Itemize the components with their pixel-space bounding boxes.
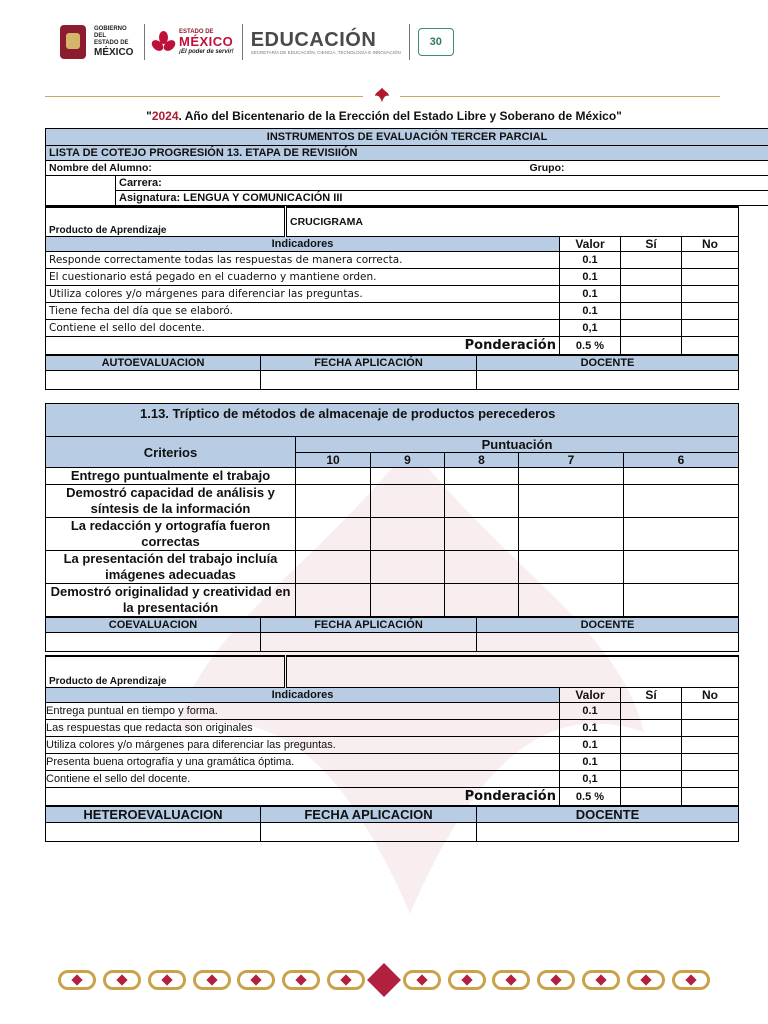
score-cell[interactable] <box>519 518 624 551</box>
si-cell[interactable] <box>621 720 682 737</box>
score-cell[interactable] <box>624 485 739 518</box>
nombre-label: Nombre del Alumno: <box>46 161 530 176</box>
anniversary-badge: 30 <box>418 28 454 56</box>
heteroevaluacion-header: HETEROEVALUACION <box>46 807 261 823</box>
producto-value[interactable] <box>286 656 739 688</box>
lista-title: LISTA DE COTEJO PROGRESIÓN 13. ETAPA DE REVISIIÓN <box>46 146 768 161</box>
score-cell[interactable] <box>445 584 519 617</box>
score-cell[interactable] <box>519 485 624 518</box>
no-header: No <box>682 237 739 252</box>
section-coevaluacion <box>45 403 738 652</box>
indicator-row: Tiene fecha del día que se elaboró. 0.1 <box>46 303 739 320</box>
divider <box>144 24 145 60</box>
coevaluacion-field[interactable] <box>46 633 261 652</box>
education-logo: EDUCACIÓN SECRETARÍA DE EDUCACIÓN, CIENCIA, TECNOLOGÍA E INNOVACIÓN <box>250 28 401 55</box>
fecha-field[interactable] <box>261 371 477 390</box>
fecha-field[interactable] <box>261 633 477 652</box>
criterio-row: Demostró originalidad y creatividad en la presentación <box>46 584 739 617</box>
no-cell[interactable] <box>682 771 739 788</box>
docente-field[interactable] <box>477 633 739 652</box>
score-header: 9 <box>371 453 445 468</box>
flower-icon <box>153 31 175 53</box>
score-cell[interactable] <box>296 485 371 518</box>
no-cell[interactable] <box>682 252 739 269</box>
si-cell[interactable] <box>621 737 682 754</box>
fecha-aplicacion-header: FECHA APLICACIÓN <box>261 356 477 371</box>
heteroevaluacion-field[interactable] <box>46 823 261 842</box>
carrera-label: Carrera: <box>116 176 768 191</box>
score-cell[interactable] <box>371 584 445 617</box>
docente-field[interactable] <box>477 823 739 842</box>
valor-header: Valor <box>560 688 621 703</box>
no-cell[interactable] <box>682 269 739 286</box>
criterios-header: Criterios <box>46 437 296 468</box>
criterio-row: Demostró capacidad de análisis y síntesis de la información <box>46 485 739 518</box>
score-cell[interactable] <box>624 468 739 485</box>
indicadores-header: Indicadores <box>46 688 560 703</box>
score-cell[interactable] <box>445 551 519 584</box>
autoevaluacion-field[interactable] <box>46 371 261 390</box>
fecha-field[interactable] <box>261 823 477 842</box>
score-header: 10 <box>296 453 371 468</box>
asignatura-label: Asignatura: LENGUA Y COMUNICACIÓN III <box>116 191 768 206</box>
no-header: No <box>682 688 739 703</box>
section-autoevaluacion <box>45 128 738 390</box>
si-cell[interactable] <box>621 771 682 788</box>
indicadores-header: Indicadores <box>46 237 560 252</box>
score-cell[interactable] <box>296 518 371 551</box>
docente-field[interactable] <box>477 371 739 390</box>
score-header: 8 <box>445 453 519 468</box>
si-header: Sí <box>621 688 682 703</box>
score-cell[interactable] <box>445 518 519 551</box>
si-cell[interactable] <box>621 252 682 269</box>
fecha-aplicacion-header: FECHA APLICACIÓN <box>261 618 477 633</box>
indicator-row: Responde correctamente todas las respuestas de manera correcta. 0.1 <box>46 252 739 269</box>
autoevaluacion-header: AUTOEVALUACION <box>46 356 261 371</box>
docente-header: DOCENTE <box>477 356 739 371</box>
divider <box>409 24 410 60</box>
motto: "2024. Año del Bicentenario de la Erección del Estado Libre y Soberano de México" <box>146 109 622 123</box>
fecha-aplicacion-header: FECHA APLICACION <box>261 807 477 823</box>
section-heteroevaluacion <box>45 655 738 842</box>
si-cell[interactable] <box>621 703 682 720</box>
score-cell[interactable] <box>296 584 371 617</box>
si-cell[interactable] <box>621 320 682 337</box>
ponderacion-value: 0.5 % <box>560 788 621 806</box>
si-header: Sí <box>621 237 682 252</box>
score-cell[interactable] <box>624 551 739 584</box>
indicator-row: Entrega puntual en tiempo y forma. 0.1 <box>46 703 739 720</box>
footer-ornament <box>58 966 710 994</box>
coevaluacion-header: COEVALUACION <box>46 618 261 633</box>
score-cell[interactable] <box>445 485 519 518</box>
producto-label: Producto de Aprendizaje <box>46 656 286 688</box>
no-cell[interactable] <box>682 754 739 771</box>
producto-value: CRUCIGRAMA <box>286 207 739 237</box>
indicator-row: Contiene el sello del docente. 0,1 <box>46 771 739 788</box>
indicator-row: Las respuestas que redacta son originales 0.1 <box>46 720 739 737</box>
flower-ornament-icon <box>373 86 391 104</box>
ornament-line <box>400 96 720 97</box>
indicator-row: El cuestionario está pegado en el cuaderno y mantiene orden. 0.1 <box>46 269 739 286</box>
state-seal-icon <box>60 25 86 59</box>
score-cell[interactable] <box>445 468 519 485</box>
edomex-logo: ESTADO DE MÉXICO ¡El poder de servir! <box>153 27 234 57</box>
si-cell[interactable] <box>621 303 682 320</box>
score-cell[interactable] <box>371 485 445 518</box>
indicator-row: Contiene el sello del docente. 0,1 <box>46 320 739 337</box>
criterio-row: La presentación del trabajo incluía imágenes adecuadas <box>46 551 739 584</box>
no-cell[interactable] <box>682 720 739 737</box>
rubric-title: 1.13. Tríptico de métodos de almacenaje de productos perecederos <box>46 404 739 437</box>
indicator-row: Utiliza colores y/o márgenes para diferenciar las preguntas. 0.1 <box>46 737 739 754</box>
score-cell[interactable] <box>519 551 624 584</box>
ornament-line <box>45 96 363 97</box>
ponderacion-value: 0.5 % <box>560 337 621 355</box>
no-cell[interactable] <box>682 320 739 337</box>
si-cell[interactable] <box>621 286 682 303</box>
score-header: 7 <box>519 453 624 468</box>
indicator-row: Presenta buena ortografía y una gramática óptima. 0.1 <box>46 754 739 771</box>
ponderacion-label: Ponderación <box>46 788 560 806</box>
ponderacion-label: Ponderación <box>46 337 560 355</box>
grupo-label: Grupo: <box>530 161 768 176</box>
docente-header: DOCENTE <box>477 807 739 823</box>
criterio-row: Entrego puntualmente el trabajo <box>46 468 739 485</box>
no-cell[interactable] <box>682 286 739 303</box>
indicator-row: Utiliza colores y/o márgenes para diferenciar las preguntas. 0.1 <box>46 286 739 303</box>
si-cell[interactable] <box>621 269 682 286</box>
no-cell[interactable] <box>682 737 739 754</box>
score-cell[interactable] <box>519 468 624 485</box>
divider <box>242 24 243 60</box>
docente-header: DOCENTE <box>477 618 739 633</box>
score-cell[interactable] <box>296 551 371 584</box>
score-cell[interactable] <box>296 468 371 485</box>
no-cell[interactable] <box>682 703 739 720</box>
section-title: INSTRUMENTOS DE EVALUACIÓN TERCER PARCIAL <box>46 129 768 146</box>
score-cell[interactable] <box>624 518 739 551</box>
header-logos <box>60 20 454 64</box>
score-cell[interactable] <box>371 551 445 584</box>
score-cell[interactable] <box>519 584 624 617</box>
producto-label: Producto de Aprendizaje <box>46 207 286 237</box>
criterio-row: La redacción y ortografía fueron correctas <box>46 518 739 551</box>
diamond-icon <box>367 963 401 997</box>
score-cell[interactable] <box>624 584 739 617</box>
gov-logo-text: GOBIERNO DEL ESTADO DE MÉXICO <box>94 26 134 58</box>
score-cell[interactable] <box>371 468 445 485</box>
score-header: 6 <box>624 453 739 468</box>
score-cell[interactable] <box>371 518 445 551</box>
valor-header: Valor <box>560 237 621 252</box>
no-cell[interactable] <box>682 303 739 320</box>
si-cell[interactable] <box>621 754 682 771</box>
puntuacion-header: Puntuación <box>296 437 739 453</box>
